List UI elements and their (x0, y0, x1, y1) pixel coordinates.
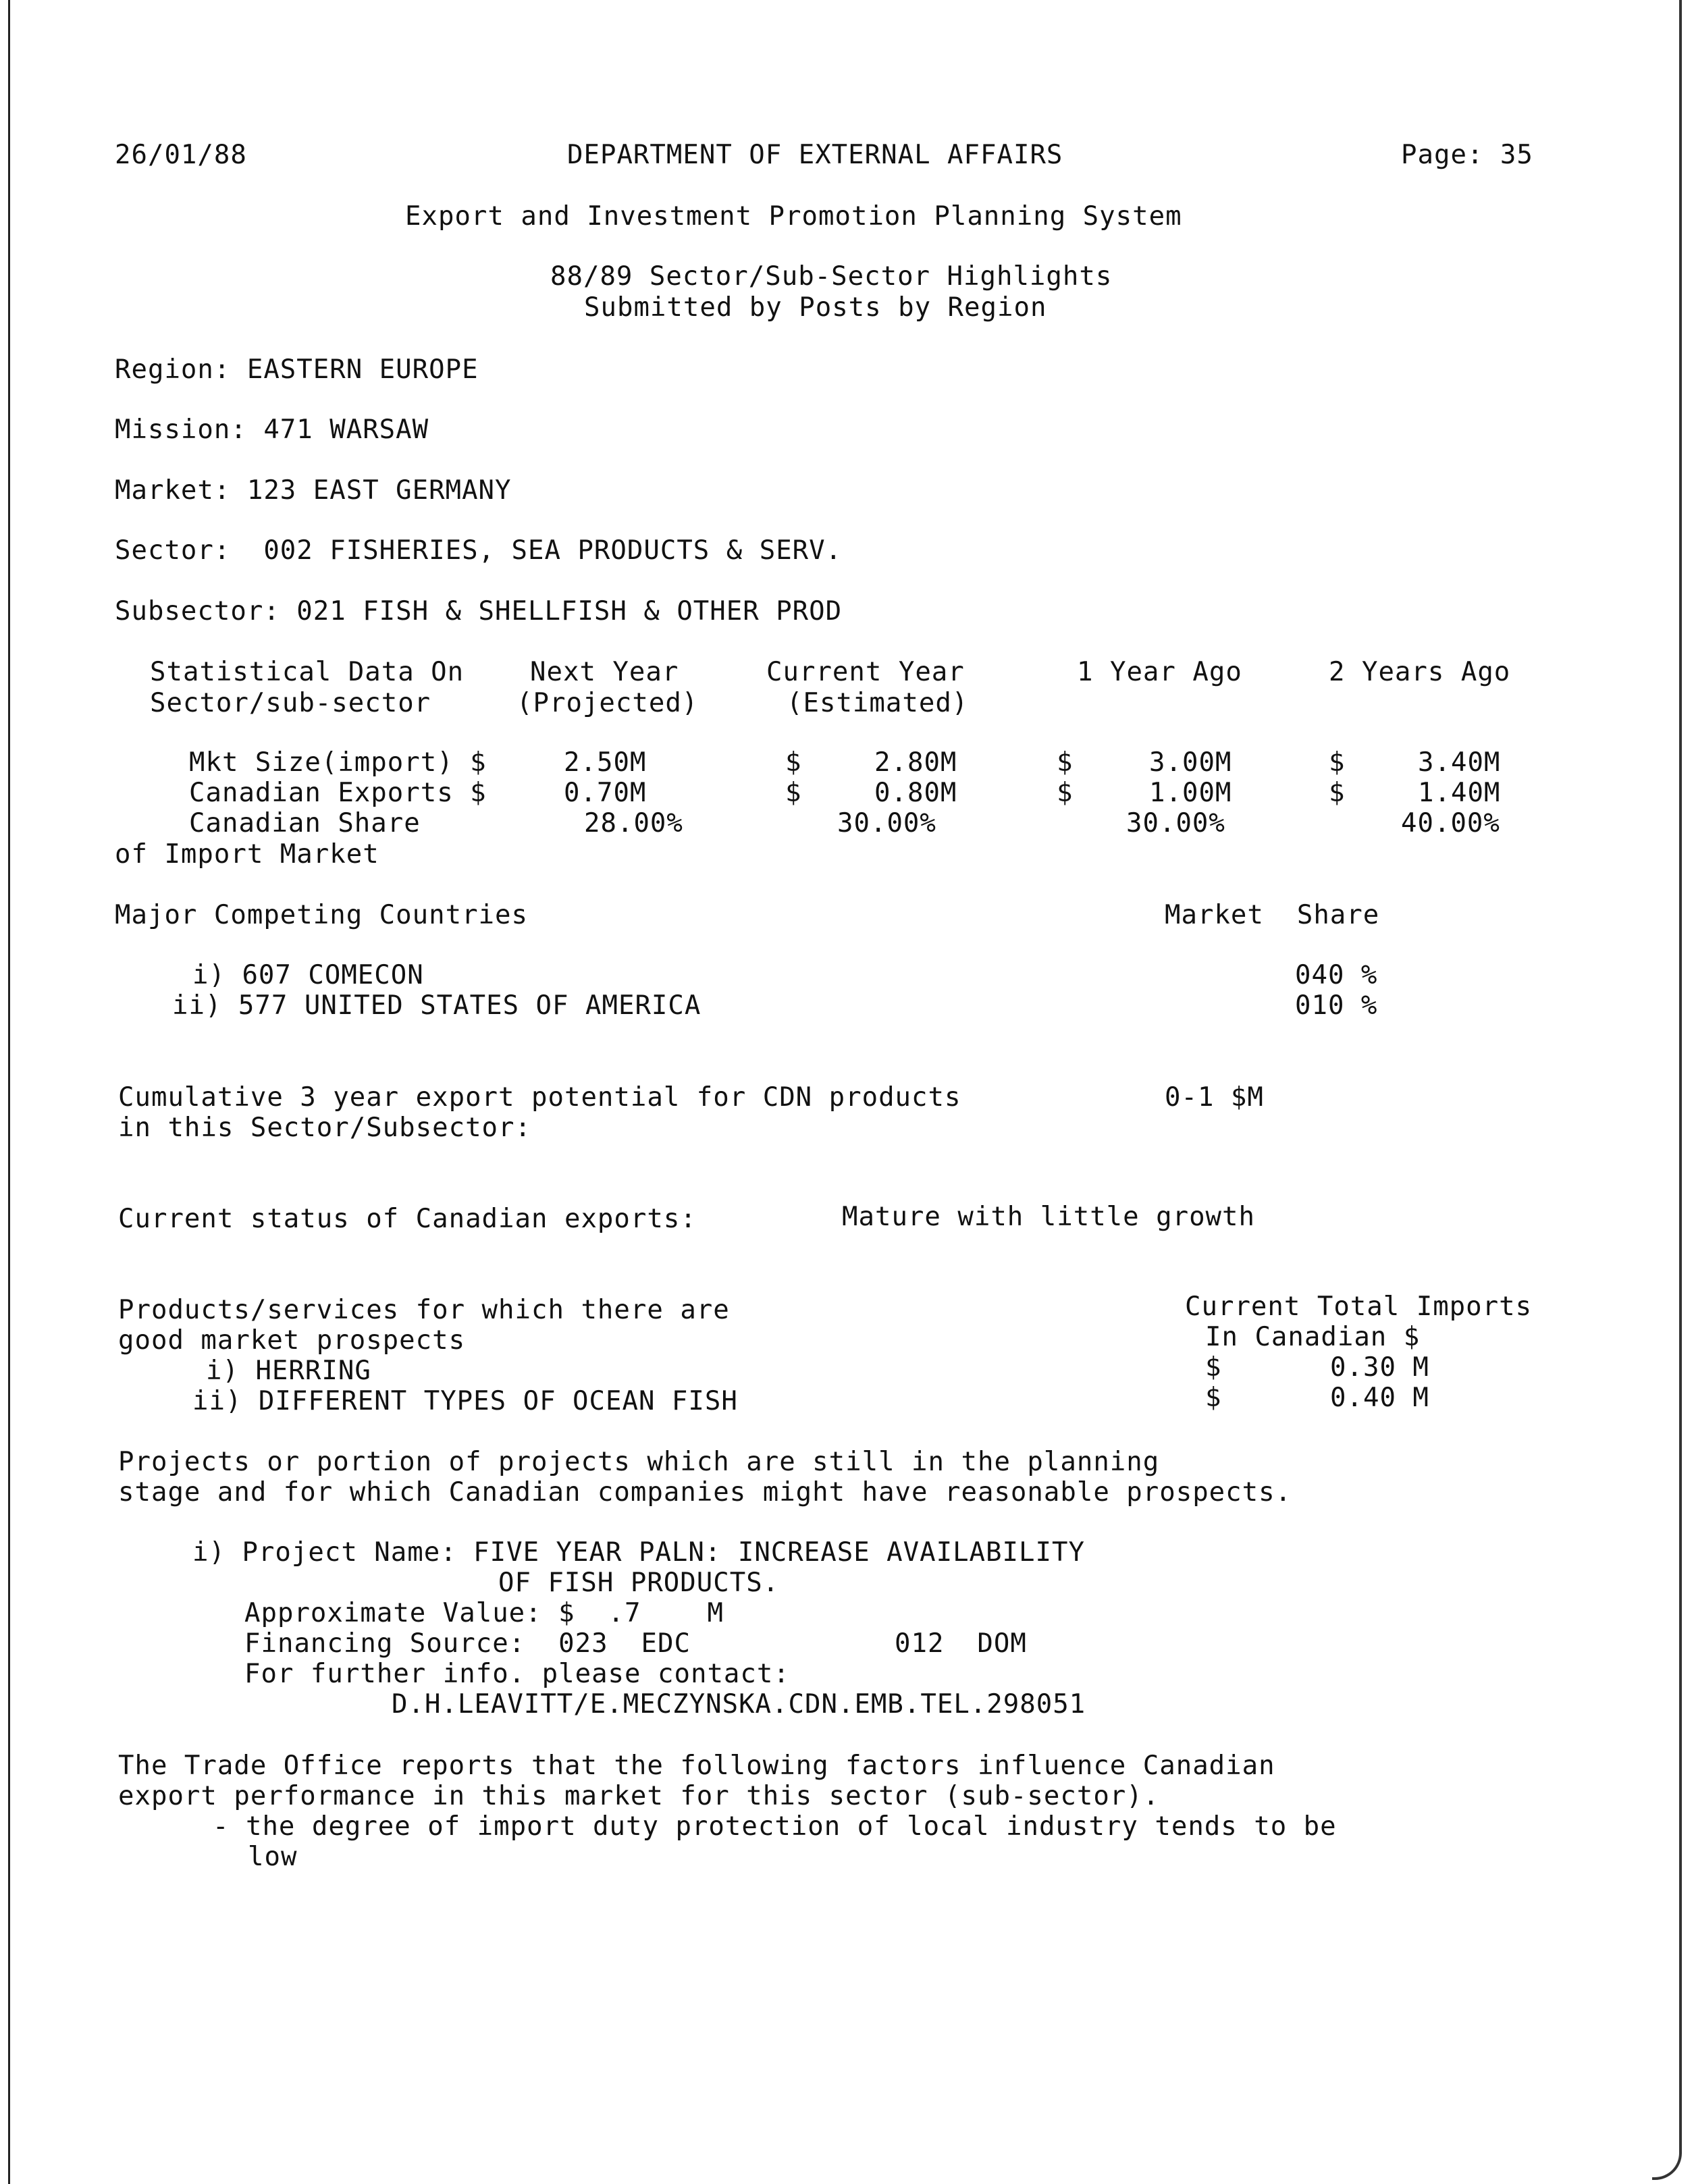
projects-line-1: Projects or portion of projects which are still in the planning (118, 1447, 1160, 1477)
system-title: Export and Investment Promotion Planning System (405, 201, 1182, 232)
product-symbol: $ (1205, 1383, 1222, 1413)
product-value: 0.30 M (1330, 1352, 1429, 1383)
stats-row-ago2-symbol: $ (1329, 747, 1346, 778)
project-financing-source-2: 012 DOM (895, 1628, 1027, 1659)
stats-header-2-years-ago: 2 Years Ago (1329, 657, 1511, 687)
market-line: Market: 123 EAST GERMANY (115, 475, 512, 506)
stats-row-current: 0.80M (874, 778, 957, 808)
submitted-subtitle: Submitted by Posts by Region (584, 292, 1047, 323)
potential-line-1: Cumulative 3 year export potential for CDN products (118, 1082, 961, 1113)
project-name-line-1: i) Project Name: FIVE YEAR PALN: INCREASE AVAILABILITY (192, 1537, 1085, 1568)
stats-row-next: 0.70M (564, 778, 647, 808)
stats-row-next: 2.50M (564, 747, 647, 778)
project-financing-source: Financing Source: 023 EDC (244, 1628, 691, 1659)
stats-row-ago1-symbol: $ (1057, 747, 1074, 778)
factors-line-1: The Trade Office reports that the following factors influence Canadian (118, 1751, 1275, 1781)
scan-right-edge (1679, 0, 1682, 2154)
product-item: ii) DIFFERENT TYPES OF OCEAN FISH (192, 1386, 738, 1416)
stats-row-ago1: 30.00% (1126, 808, 1225, 838)
products-line-2: good market prospects (118, 1325, 466, 1356)
status-value: Mature with little growth (842, 1202, 1255, 1232)
competitor-item: ii) 577 UNITED STATES OF AMERICA (172, 990, 702, 1021)
market-share-heading: Market Share (1165, 900, 1380, 930)
scan-corner (1652, 2150, 1682, 2180)
competitors-heading: Major Competing Countries (115, 900, 528, 930)
stats-header-label: Statistical Data On (150, 657, 465, 687)
stats-row-ago1: 3.00M (1149, 747, 1232, 778)
sector-line: Sector: 002 FISHERIES, SEA PRODUCTS & SERV. (115, 535, 843, 566)
project-approximate-value: Approximate Value: $ .7 M (244, 1598, 724, 1628)
products-line-1: Products/services for which there are (118, 1295, 730, 1325)
stats-row-ago2: 1.40M (1418, 778, 1501, 808)
imports-heading-2: In Canadian $ (1205, 1322, 1421, 1352)
stats-row-next: 28.00% (584, 808, 683, 838)
projects-line-2: stage and for which Canadian companies might have reasonable prospects. (118, 1477, 1292, 1508)
project-contact-label: For further info. please contact: (244, 1659, 790, 1689)
stats-header-estimated: (Estimated) (787, 688, 969, 718)
factor-bullet-continuation: low (248, 1842, 298, 1872)
subsector-line: Subsector: 021 FISH & SHELLFISH & OTHER PROD (115, 596, 843, 627)
highlights-title: 88/89 Sector/Sub-Sector Highlights (550, 261, 1113, 292)
stats-row-continuation: of Import Market (115, 839, 379, 870)
competitor-share: 040 % (1295, 960, 1378, 990)
stats-row-ago2: 40.00% (1401, 808, 1500, 838)
stats-row-ago2-symbol: $ (1329, 778, 1346, 808)
stats-row-current-symbol: $ (785, 778, 802, 808)
stats-row-label: Canadian Share (189, 808, 421, 838)
potential-value: 0-1 $M (1165, 1082, 1264, 1113)
stats-row-current-symbol: $ (785, 747, 802, 778)
project-contact: D.H.LEAVITT/E.MECZYNSKA.CDN.EMB.TEL.298051 (392, 1689, 1086, 1720)
stats-header-current-year: Current Year (766, 657, 965, 687)
product-item: i) HERRING (206, 1356, 371, 1386)
stats-row-current: 30.00% (837, 808, 936, 838)
stats-row-ago1: 1.00M (1149, 778, 1232, 808)
header-page-number: Page: 35 (1401, 140, 1533, 170)
region-line: Region: EASTERN EUROPE (115, 354, 479, 385)
stats-header-label-2: Sector/sub-sector (150, 688, 431, 718)
stats-row-ago1-symbol: $ (1057, 778, 1074, 808)
scan-left-edge (8, 0, 10, 2184)
stats-row-label: Mkt Size(import) $ (189, 747, 487, 778)
factor-bullet: - the degree of import duty protection of local industry tends to be (213, 1811, 1337, 1842)
stats-header-1-year-ago: 1 Year Ago (1077, 657, 1242, 687)
factors-line-2: export performance in this market for this sector (sub-sector). (118, 1781, 1160, 1811)
stats-row-label: Canadian Exports $ (189, 778, 487, 808)
stats-row-ago2: 3.40M (1418, 747, 1501, 778)
competitor-share: 010 % (1295, 990, 1378, 1021)
imports-heading-1: Current Total Imports (1185, 1291, 1533, 1322)
product-symbol: $ (1205, 1352, 1222, 1383)
competitor-item: i) 607 COMECON (192, 960, 424, 990)
stats-row-current: 2.80M (874, 747, 957, 778)
status-label: Current status of Canadian exports: (118, 1204, 697, 1234)
header-department: DEPARTMENT OF EXTERNAL AFFAIRS (567, 140, 1063, 170)
mission-line: Mission: 471 WARSAW (115, 415, 429, 445)
stats-header-next-year: Next Year (530, 657, 679, 687)
header-date: 26/01/88 (115, 140, 247, 170)
stats-header-projected: (Projected) (517, 688, 699, 718)
potential-line-2: in this Sector/Subsector: (118, 1113, 531, 1143)
project-name-line-2: OF FISH PRODUCTS. (498, 1568, 780, 1598)
product-value: 0.40 M (1330, 1383, 1429, 1413)
